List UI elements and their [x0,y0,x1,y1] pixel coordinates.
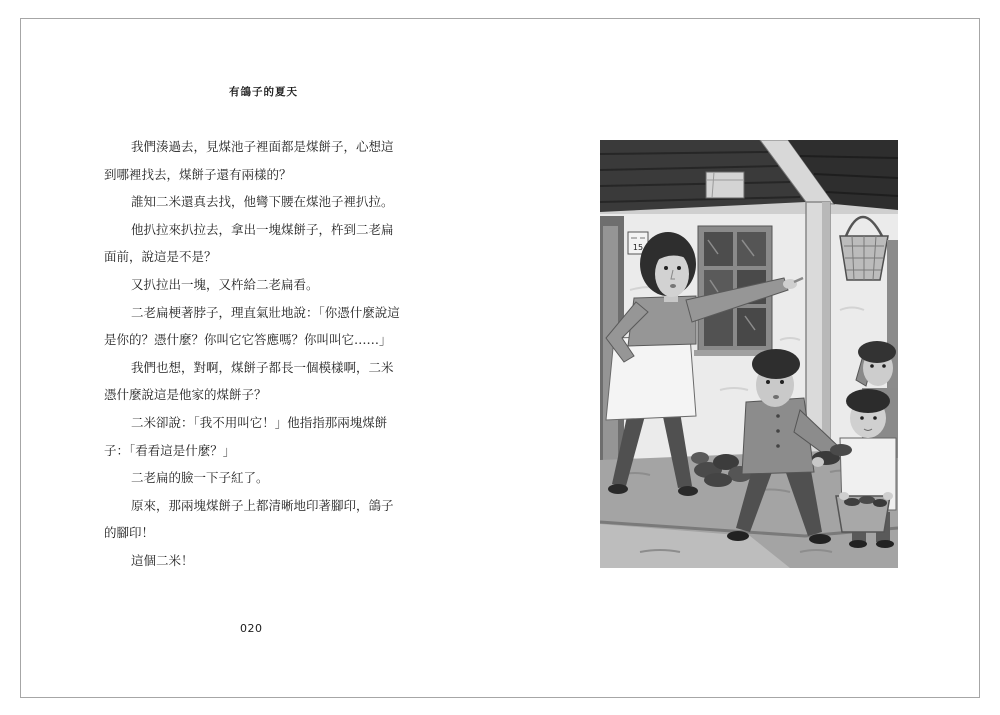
body-text-line: 二老扁的臉一下子紅了。 [131,470,269,486]
boy-front-hair [846,389,890,413]
basket-coal [859,496,875,504]
hanging-box-body [706,172,744,198]
body-text-line: 我們湊過去，見煤池子裡面都是煤餅子，心想這 [131,139,394,154]
boy-center-hair [752,349,800,379]
boy-front-hand [839,492,849,500]
boy-front-shoe [849,540,867,548]
woman-eye [677,266,681,270]
woman-mouth [670,284,676,288]
paragraph [104,492,394,547]
paragraph [104,216,394,271]
body-text-line: 憑什麼說這是他家的煤餅子？ [104,387,267,403]
body-text-line: 二老扁梗著脖子，理直氣壯地說：「你憑什麼說這 [131,304,400,320]
body-text-line: 的腳印！ [104,525,155,541]
ceiling [600,140,898,212]
body-text-line: 又扒拉出一塊，又杵給二老扁看。 [131,276,319,292]
boy-center-eye [780,380,784,384]
window-pane [704,232,733,266]
body-text-line: 到哪裡找去，煤餅子還有兩樣的？ [104,166,292,182]
woman-eye [664,266,668,270]
boy-front-eye [873,416,877,420]
paragraph [104,409,388,464]
boy-center-eye [766,380,770,384]
paragraph [104,133,394,188]
boy-back-hair [858,341,896,363]
jacket-button [776,414,780,418]
window-pane [737,232,766,266]
jacket-button [776,429,780,433]
page-number: 020 [240,622,263,635]
body-text-line: 面前，說這是不是？ [104,249,217,265]
boy-center-shoe [809,534,831,544]
paragraph [104,547,372,575]
body-text-line: 他扒拉來扒拉去，拿出一塊煤餅子，杵到二老扁 [131,221,394,237]
paragraph [104,271,372,299]
held-coal-cake [830,444,852,456]
running-head: 有鴿子的夏天 [229,86,298,98]
boy-center-hand [812,457,824,467]
right-page [500,0,1000,715]
body-text-line: 原來，那兩塊煤餅子上都清晰地印著腳印，鴿子 [131,497,394,513]
basket-coal [873,499,887,507]
boy-center-shoe [727,531,749,541]
illustration [600,140,898,568]
body-text-line: 子：「看看這是什麼？」 [104,442,236,458]
woman-shoe [608,484,628,494]
boy-center-mouth [773,395,779,399]
wooden-post-shadow [822,202,830,462]
window-pane [737,308,766,346]
boy-front-shoe [876,540,894,548]
jacket-button [776,444,780,448]
body-text [104,133,400,575]
paragraph [104,188,394,216]
boy-back-eye [870,364,874,368]
boy-front-eye [860,416,864,420]
boy-front-hand [883,492,893,500]
body-text-line: 我們也想，對啊，煤餅子都長一個模樣啊，二米 [131,359,394,375]
paragraph [104,354,394,409]
hanging-box [706,172,744,198]
paragraph [104,299,400,354]
woman-shoe [678,486,698,496]
paragraph [104,464,372,492]
body-text-line: 二米卻說：「我不用叫它！」他指指那兩塊煤餅 [131,414,388,430]
body-text-line: 誰知二米還真去找，他彎下腰在煤池子裡扒拉。 [131,194,394,210]
boy-back-eye [882,364,886,368]
body-text-line: 這個二米！ [131,552,194,568]
body-text-line: 是你的？憑什麼？你叫它它答應嗎？你叫叫它……」 [104,332,392,348]
house-number: 15 [632,243,644,252]
coal-cake [704,473,732,487]
